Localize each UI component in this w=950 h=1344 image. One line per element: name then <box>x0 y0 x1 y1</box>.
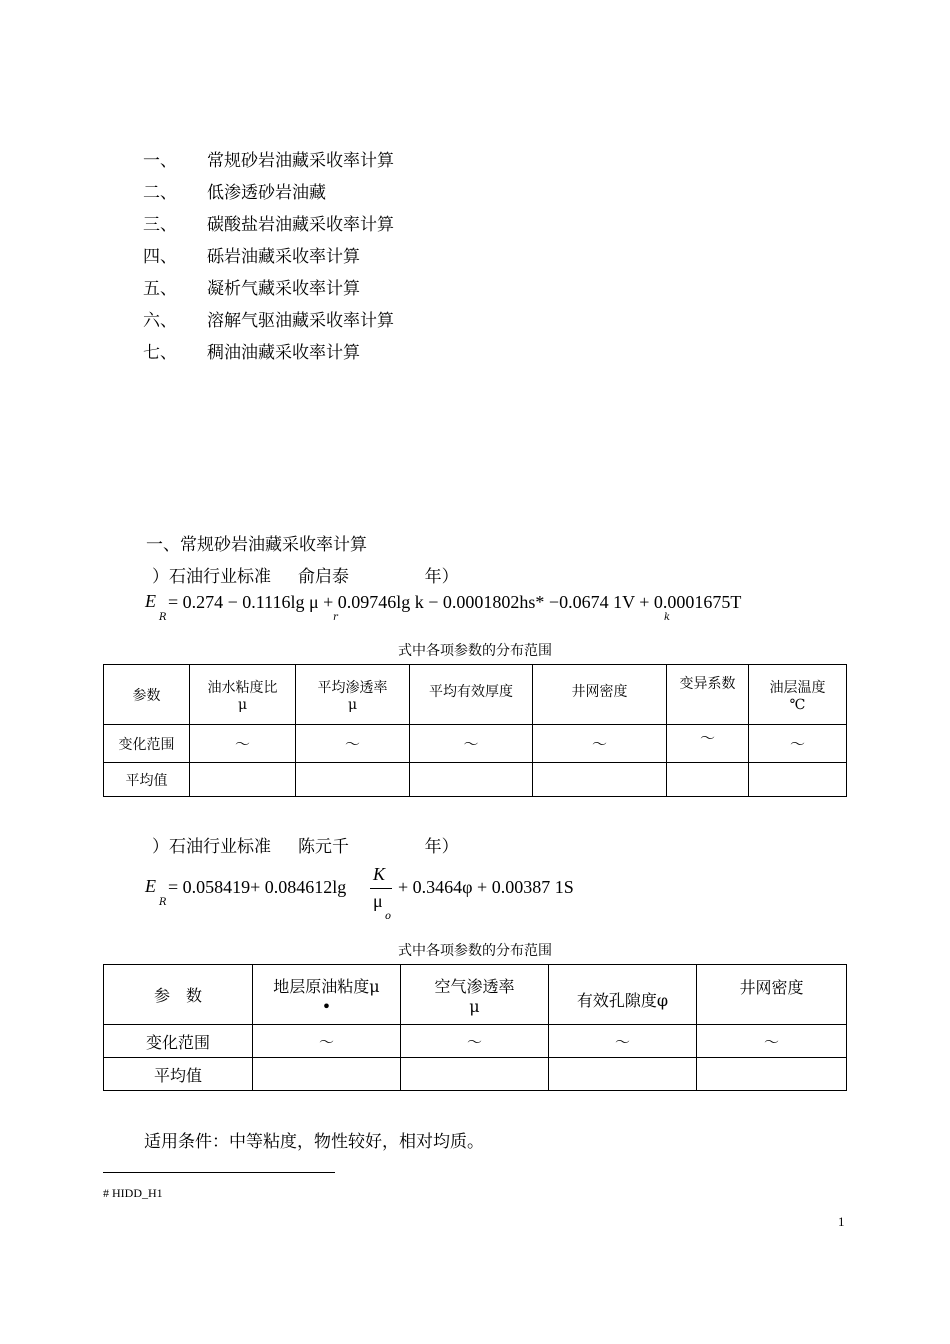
table-header: 空气渗透率 μ <box>401 965 549 1025</box>
table-header: 变异系数 <box>667 665 749 725</box>
toc-item[interactable]: 三、 碳酸盐岩油藏采收率计算 <box>143 215 394 235</box>
table-cell <box>190 763 296 797</box>
table-row-label: 平均值 <box>104 763 190 797</box>
table-cell <box>533 763 667 797</box>
toc-item[interactable]: 五、 凝析气藏采收率计算 <box>143 279 360 299</box>
footnote-divider <box>103 1172 335 1173</box>
table-cell <box>667 763 749 797</box>
table-header: 参 数 <box>104 965 253 1025</box>
parameter-table-1 <box>103 664 847 797</box>
page-number: 1 <box>838 1214 845 1229</box>
table-cell: ～ <box>253 1025 401 1058</box>
table-header: 井网密度 <box>697 965 847 1025</box>
table-cell: ～ <box>296 725 410 763</box>
table-cell: ～ <box>549 1025 697 1058</box>
toc-item[interactable]: 四、 砾岩油藏采收率计算 <box>143 247 360 267</box>
table-header: 平均有效厚度 <box>410 665 533 725</box>
table-cell: ～ <box>697 1025 847 1058</box>
table-header: 井网密度 <box>533 665 667 725</box>
table-cell <box>549 1058 697 1091</box>
standard-reference-1: ）石油行业标准 俞启泰 年） <box>152 567 459 587</box>
table-cell: ～ <box>533 725 667 763</box>
table-cell: ～ <box>401 1025 549 1058</box>
table-2-caption: 式中各项参数的分布范围 <box>398 943 552 959</box>
table-row-label: 平均值 <box>104 1058 253 1091</box>
section-title: 一、常规砂岩油藏采收率计算 <box>146 535 367 555</box>
standard-reference-2: ）石油行业标准 陈元千 年） <box>152 837 459 857</box>
table-header: 参数 <box>104 665 190 725</box>
table-header: 平均渗透率 μ <box>296 665 410 725</box>
table-cell <box>401 1058 549 1091</box>
table-of-contents <box>143 146 394 370</box>
table-1-caption: 式中各项参数的分布范围 <box>398 643 552 659</box>
toc-item[interactable]: 二、 低渗透砂岩油藏 <box>143 183 326 203</box>
applicability-condition: 适用条件：中等粘度，物性较好，相对均质。 <box>144 1132 484 1152</box>
table-header: 油层温度 ℃ <box>749 665 847 725</box>
fraction-bar <box>370 888 392 889</box>
table-cell <box>749 763 847 797</box>
table-cell: ～ <box>190 725 296 763</box>
table-cell: ～ <box>667 725 749 763</box>
parameter-table-2 <box>103 964 847 1091</box>
table-row-label: 变化范围 <box>104 1025 253 1058</box>
table-cell <box>697 1058 847 1091</box>
table-cell: ～ <box>749 725 847 763</box>
table-cell: ～ <box>410 725 533 763</box>
toc-item[interactable]: 一、 常规砂岩油藏采收率计算 <box>143 151 394 171</box>
table-cell <box>253 1058 401 1091</box>
table-header: 地层原油粘度μ • <box>253 965 401 1025</box>
table-header: 有效孔隙度φ <box>549 965 697 1025</box>
footnote: # HIDD_H1 <box>103 1186 163 1200</box>
table-row-label: 变化范围 <box>104 725 190 763</box>
toc-item[interactable]: 六、 溶解气驱油藏采收率计算 <box>143 311 394 331</box>
table-cell <box>296 763 410 797</box>
table-header: 油水粘度比 μ <box>190 665 296 725</box>
toc-item[interactable]: 七、 稠油油藏采收率计算 <box>143 343 360 363</box>
table-cell <box>410 763 533 797</box>
